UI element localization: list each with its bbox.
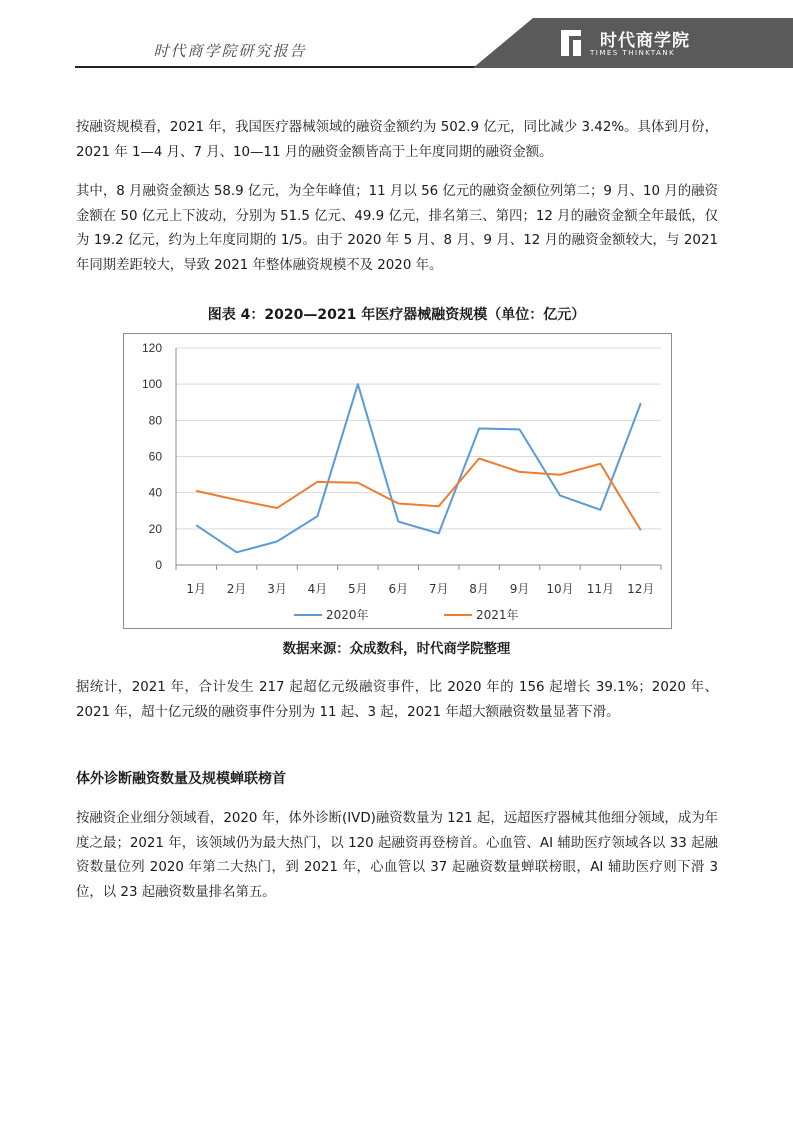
series-line-0 <box>196 384 641 552</box>
x-tick-label: 12月 <box>627 582 655 596</box>
x-tick-label: 3月 <box>267 582 287 596</box>
y-tick-label: 100 <box>141 377 162 392</box>
x-tick-label: 4月 <box>307 582 328 596</box>
x-tick-label: 10月 <box>546 582 574 596</box>
y-tick-label: 120 <box>141 341 162 355</box>
x-tick-label: 5月 <box>348 582 368 596</box>
legend-label: 2020年 <box>326 608 369 622</box>
logo-text-cn: 时代商学院 <box>600 31 690 51</box>
y-tick-label: 60 <box>148 449 162 464</box>
y-tick-label: 80 <box>148 413 162 428</box>
chart-frame <box>123 333 672 629</box>
paragraph-2: 其中，8 月融资金额达 58.9 亿元，为全年峰值；11 月以 56 亿元的融资金额位列第二；9 月、10 月的融资金额在 50 亿元上下波动，分别为 51.5 亿元、49.9 亿元，排名第三、第四；12 月的融资金额全年最低，仅为 19.2 亿元，约为上年度同期的 1/5。由于 2020 年 5 月、8 月、9 月、12 月的融资金额较大，与 2021 年同期差距较大，导致 2021 年整体融资规模不及 2020 年。 <box>76 184 718 273</box>
x-tick-label: 2月 <box>226 582 247 596</box>
paragraph-4: 按融资企业细分领域看，2020 年，体外诊断(IVD)融资数量为 121 起，远超医疗器械其他细分领域，成为年度之最；2021 年，该领域仍为最大热门，以 120 起融资再登榜首。心血管、AI 辅助医疗领域各以 33 起融资数量位列 2020 年第二大热门，到 2021 年，心血管以 37 起融资数量蝉联榜眼，AI 辅助医疗则下滑 3 位，以 23 起融资数量排名第五。 <box>76 811 718 900</box>
x-tick-label: 11月 <box>586 582 615 596</box>
line-chart <box>124 334 671 628</box>
legend-label: 2021年 <box>476 608 519 622</box>
section-heading: 体外诊断融资数量及规模蝉联榜首 <box>76 771 286 787</box>
paragraph-3: 据统计，2021 年，合计发生 217 起超亿元级融资事件，比 2020 年的 156 起增长 39.1%；2020 年、2021 年，超十亿元级的融资事件分别为 11 起、3 起，2021 年超大额融资数量显著下滑。 <box>76 680 718 720</box>
x-tick-label: 9月 <box>509 582 530 596</box>
x-tick-label: 1月 <box>186 582 207 596</box>
y-tick-label: 0 <box>155 558 162 572</box>
x-tick-label: 6月 <box>388 582 409 596</box>
series-line-1 <box>196 458 641 530</box>
y-tick-label: 20 <box>148 521 162 536</box>
y-tick-label: 40 <box>148 485 162 500</box>
logo-text-en: TIMES THINKTANK <box>590 49 676 57</box>
header-title: 时代商学院研究报告 <box>153 42 307 60</box>
x-tick-label: 7月 <box>428 582 449 596</box>
figure-title: 图表 4：2020—2021 年医疗器械融资规模（单位：亿元） <box>207 307 586 323</box>
figure-source: 数据来源：众成数科，时代商学院整理 <box>282 642 511 657</box>
paragraph-1: 按融资规模看，2021 年，我国医疗器械领域的融资金额约为 502.9 亿元，同比减少 3.42%。具体到月份，2021 年 1—4 月、7 月、10—11 月的融资金额皆高于上年度同期的融资金额。 <box>76 120 718 160</box>
x-tick-label: 8月 <box>469 582 489 596</box>
logo-mark-icon <box>561 30 569 56</box>
